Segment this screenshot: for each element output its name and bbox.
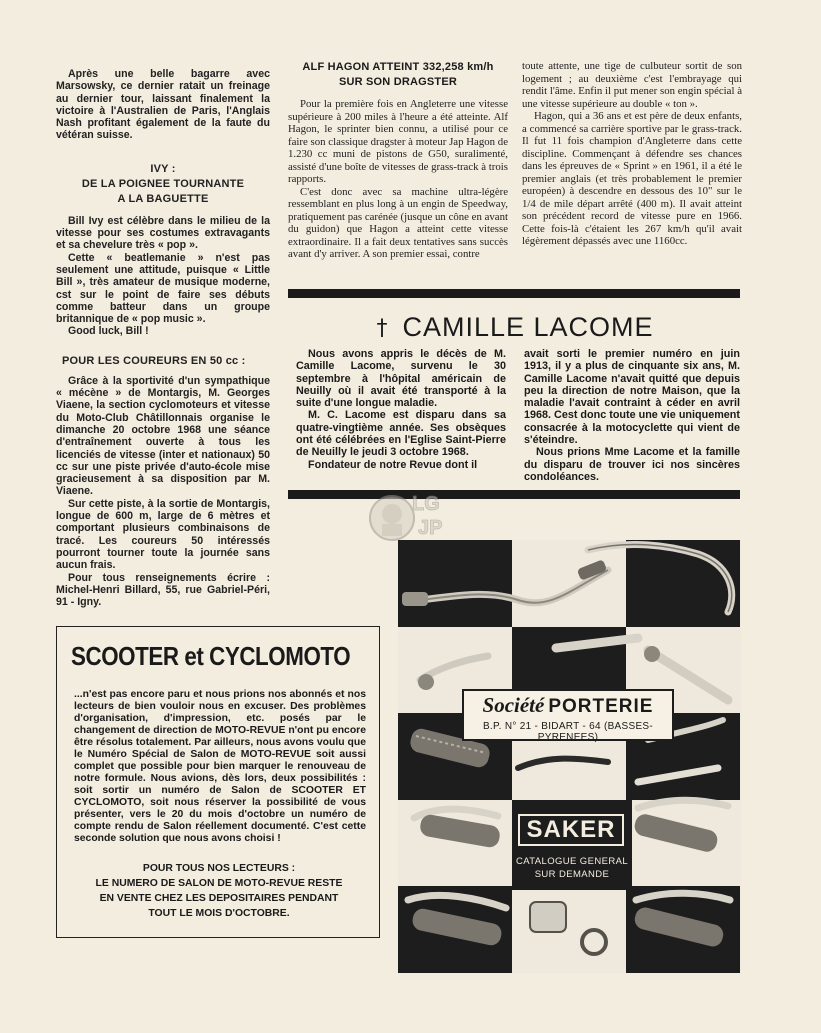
- cross-icon: †: [376, 316, 389, 341]
- obituary-top-rule: [288, 289, 740, 298]
- saker-panel: [512, 800, 632, 890]
- column-middle: [288, 60, 508, 261]
- obituary-bottom-rule: [288, 490, 740, 499]
- hagon-continued-paragraph-1: toute attente, une tige de culbuteur sortit de son logement ; au deuxième c'est l'embrayage qui rendit l'âme. Enfin il put mener son engin spécial à une vitesse supérieure au double « ton ».: [522, 60, 742, 110]
- catalogue-line-1: CATALOGUE GENERAL: [515, 856, 629, 867]
- ivy-paragraph-1: Bill Ivy est célèbre dans le milieu de la vitesse pour ses costumes extravagants et sa chevelure très « pop ».: [56, 214, 270, 252]
- notice-body: ...n'est pas encore paru et nous prions nos abonnés et nos lecteurs de bien vouloir nous en excuser. Des problèmes d'organisation, d'impression, etc. posés par le changement de direction de MOTO-REVUE n'ont pu encore être résolus totalement. Par ailleurs, nous avons voulu que le Numéro Spécial de Salon de MOTO-REVUE soit aussi complet que possible pour bien marquer le renouveau de notre formule. Nous avions, dès lors, deux possibilités : soit sortir un numéro de Salon de SCOOTER ET CYCLOMOTO, soit nous réserver la possibilité de vous présenter, vers le 20 du mois d'octobre un numéro de compte rendu de Salon réellement documenté. C'est cette seconde solution que nous avons choisi !: [74, 689, 366, 844]
- obituary-left-paragraph-2: M. C. Lacome est disparu dans sa quatre-vingtième année. Ses obsèques ont été célébrées en l'Eglise Saint-Pierre de Neuilly le jeudi 3 octobre 1968.: [296, 409, 506, 459]
- ivy-heading-1: IVY :: [150, 162, 176, 175]
- coureurs-paragraph-1: Grâce à la sportivité d'un sympathique « mécène » de Montargis, M. Georges Viaene, la section cyclomoteurs et vitesse du Moto-Club Châtillonnais organise le dimanche 20 octobre 1968 une séance d'entraînement ouverte à tous les licenciés de vitesse (inter et nationaux) 50 cc sur une piste privée d'auto-école mise gracieusement à sa disposition par M. Viaene.: [56, 374, 270, 498]
- hagon-heading-2: SUR SON DRAGSTER: [338, 76, 458, 88]
- ivy-heading-3: A LA BAGUETTE: [117, 192, 209, 205]
- obituary-name: CAMILLE LACOME: [402, 312, 654, 342]
- svg-text:JP: JP: [418, 517, 443, 539]
- obituary-left-paragraph-3: Fondateur de notre Revue dont il: [308, 458, 478, 471]
- hagon-paragraph-2: C'est donc avec sa machine ultra-légère ressemblant en plus long à un engin de Speedway, pratiquement pas carénée (jusque un cône en avant du guidon) que Hagon a atteint cette vitesse extraordinaire. Il a fait deux tentatives sans succès avant d'y arriver. A son premier essai, contre: [288, 185, 508, 260]
- watermark-text: LG: [412, 493, 440, 515]
- obituary-left-column: [296, 348, 506, 471]
- coureurs-paragraph-2: Sur cette piste, à la sortie de Montargis, longue de 600 m, large de 6 mètres et comportant plusieurs combinaisons de tracé. Les coureurs 50 intéressés pourront tourner toute la journée sans aucun frais.: [56, 497, 270, 572]
- scooter-cyclomoto-notice: [56, 626, 380, 938]
- race-intro-paragraph: Après une belle bagarre avec Marsowsky, ce dernier ratait un freinage au dernier tour, laissant finalement la victoire à l'Australien de Paris, l'Anglais Nash profitant également de la faute du vétéran suisse.: [56, 68, 270, 142]
- porterie-badge: [462, 689, 674, 741]
- notice-footer-line-2: LE NUMERO DE SALON DE MOTO-REVUE RESTE: [95, 878, 343, 889]
- notice-footer-line-4: TOUT LE MOIS D'OCTOBRE.: [148, 908, 290, 919]
- notice-footer-line-3: EN VENTE CHEZ LES DEPOSITAIRES PENDANT: [99, 893, 339, 904]
- saker-catalogue: [512, 855, 632, 881]
- company-name: [464, 693, 672, 718]
- ivy-heading-2: DE LA POIGNEE TOURNANTE: [81, 177, 245, 190]
- obituary-right-paragraph-2: Nous prions Mme Lacome et la famille du disparu de trouver ici nos sincères condoléances.: [524, 446, 740, 483]
- hagon-paragraph-1: Pour la première fois en Angleterre une vitesse supérieure à 200 miles à l'heure a été atteinte. Alf Hagon, le sprinter bien connu, a utilisé pour ce faire son classique dragster à moteur Jap Hagon de 1.230 cc muni de pistons de G50, suralimenté, assisté d'une boîte de vitesses de grass-track à trois rapports.: [288, 98, 508, 185]
- notice-footer-line-1: POUR TOUS NOS LECTEURS :: [142, 863, 296, 874]
- motorcycle-parts-illustration: [398, 540, 741, 973]
- hagon-continued-paragraph-2: Hagon, qui a 36 ans et est père de deux enfants, a commencé sa carrière sportive par le grass-track. Il fut 11 fois champion d'Angleterre dans cette discipline. Commençant à défendre ses chances dans les épreuves de « Sprint » en 1961, il a été le premier anglais (et très probablement le premier européen) à descendre en dessous des 10" sur le 1/4 de mile départ arrêté (400 m). Il avait atteint son précédent record de vitesse pure en 1966. Cette fois-là c'étaient les 267 km/h qu'il avait légèrement dépassés avec une 1160cc.: [522, 110, 742, 247]
- obituary-right-paragraph-1: avait sorti le premier numéro en juin 1913, il y a plus de cinquante six ans, M. Camille Lacome n'avait quitté que depuis peu la direction de notre Maison, que la maladie l'avait contraint à céder en avril 1968. Cest donc toute une vie uniquement consacrée à la motocyclette qui vient de s'éteindre.: [524, 348, 740, 447]
- ivy-paragraph-3: Good luck, Bill !: [68, 325, 149, 338]
- company-address: B.P. N° 21 - BIDART - 64 (BASSES-PYRENEES): [482, 721, 654, 743]
- company-wordmark: PORTERIE: [548, 696, 654, 717]
- obituary-right-column: [524, 348, 740, 483]
- ivy-paragraph-2: Cette « beatlemanie » n'est pas seulement une attitude, puisque « Little Bill », très amateur de musique moderne, cst sur le point de faire ses débuts comme batteur dans un groupe britannique de « pop music ».: [56, 251, 270, 326]
- notice-title: SCOOTER et CYCLOMOTO: [71, 641, 351, 671]
- obituary-left-paragraph-1: Nous avons appris le décès de M. Camille Lacome, survenu le 30 septembre à l'hôpital américain de Neuilly où il avait été transporté à la suite d'une longue maladie.: [296, 348, 506, 410]
- catalogue-line-2: SUR DEMANDE: [534, 869, 610, 880]
- saker-logo: SAKER: [518, 814, 624, 846]
- company-script: Société: [482, 693, 545, 717]
- coureurs-paragraph-3: Pour tous renseignements écrire : Michel-Henri Billard, 55, rue Gabriel-Péri, 91 - Igny.: [56, 571, 270, 609]
- column-left: [56, 68, 270, 608]
- obituary-title: [290, 312, 740, 343]
- column-right: [522, 60, 742, 248]
- hagon-heading-1: ALF HAGON ATTEINT 332,258 km/h: [302, 61, 494, 73]
- porterie-advertisement: [398, 540, 741, 973]
- notice-footer: [69, 861, 369, 921]
- coureurs-heading: POUR LES COUREURS EN 50 cc :: [62, 354, 246, 367]
